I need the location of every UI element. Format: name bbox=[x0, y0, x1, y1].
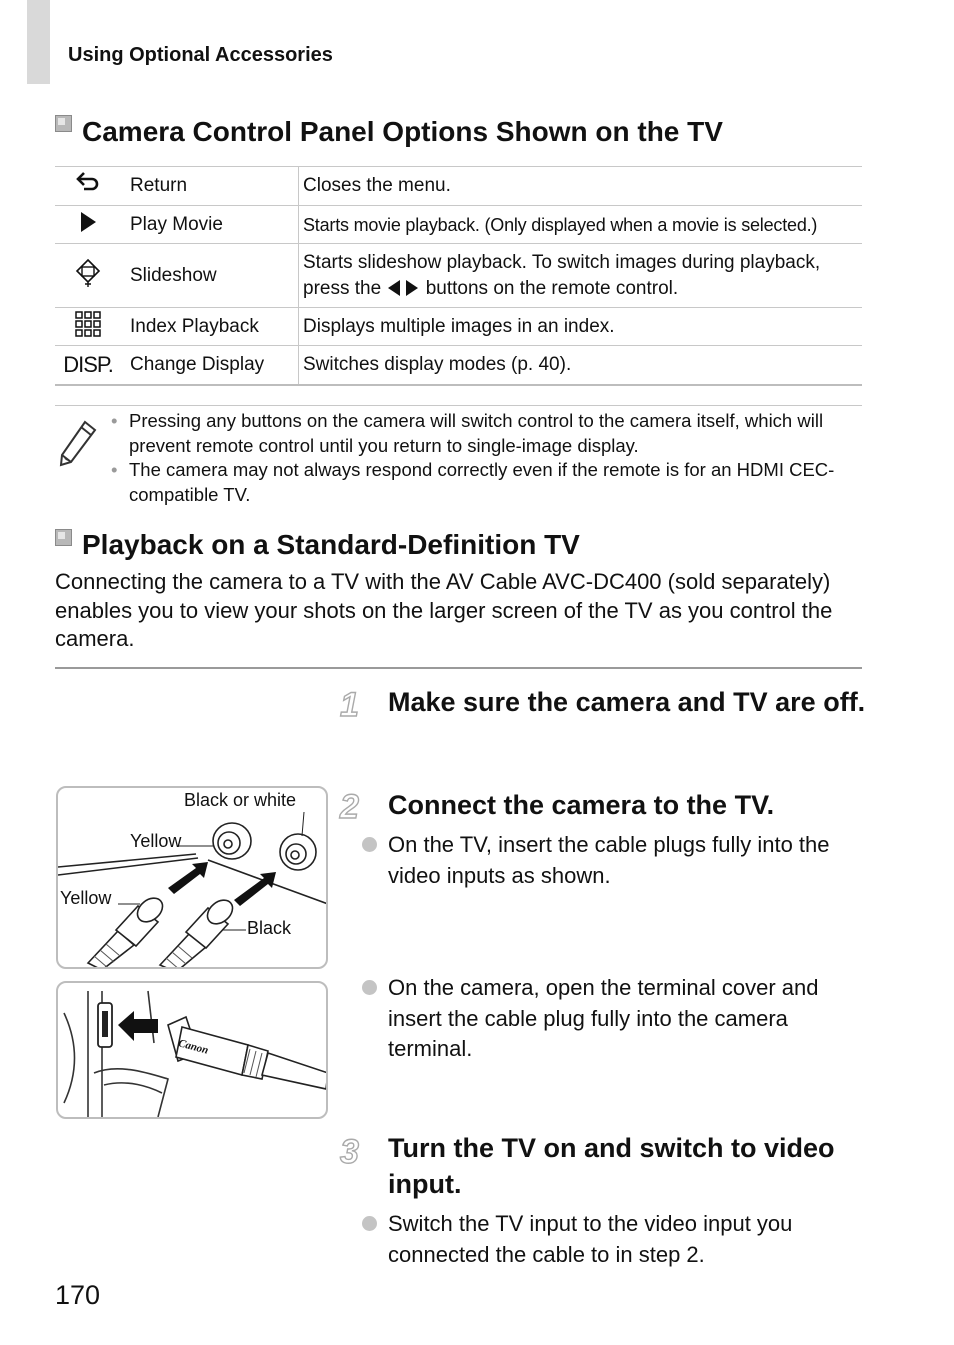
label-black-plug: Black bbox=[247, 918, 292, 938]
step-number: 3 bbox=[340, 1133, 359, 1171]
section-title-control-panel: Camera Control Panel Options Shown on the TV bbox=[82, 116, 723, 147]
notes-list bbox=[111, 409, 851, 507]
options-table bbox=[55, 166, 862, 386]
option-name: Return bbox=[121, 167, 299, 206]
table-row bbox=[55, 167, 862, 206]
step-number: 1 bbox=[340, 686, 359, 724]
option-desc: Displays multiple images in an index. bbox=[299, 308, 863, 346]
section-marker-icon bbox=[55, 115, 72, 132]
tv-connection-figure bbox=[56, 786, 328, 969]
label-black-or-white: Black or white bbox=[184, 790, 297, 810]
running-head: Using Optional Accessories bbox=[68, 44, 333, 66]
step-bullet bbox=[362, 830, 862, 891]
step-bullet bbox=[362, 973, 862, 1065]
option-desc: Closes the menu. bbox=[299, 167, 863, 206]
bullet-text: On the camera, open the terminal cover and insert the cable plug fully into the camera terminal. bbox=[388, 975, 819, 1061]
return-icon bbox=[55, 167, 121, 206]
section-title-sd-playback: Playback on a Standard-Definition TV bbox=[82, 529, 580, 560]
camera-connection-figure bbox=[56, 981, 328, 1119]
label-yellow-jack: Yellow bbox=[130, 831, 182, 851]
table-row bbox=[55, 206, 862, 244]
option-name: Play Movie bbox=[121, 206, 299, 244]
disp-icon: DISP. bbox=[55, 346, 121, 385]
bullet-text: On the TV, insert the cable plugs fully into the video inputs as shown. bbox=[388, 832, 830, 888]
section-marker-icon bbox=[55, 529, 72, 546]
note-item: • Pressing any buttons on the camera will switch control to the camera itself, which will prevent remote control until you return to single-image display. bbox=[111, 409, 851, 458]
step-title: Make sure the camera and TV are off. bbox=[388, 687, 866, 717]
bullet-dot-icon bbox=[362, 980, 377, 995]
side-tab bbox=[27, 0, 50, 84]
pencil-icon bbox=[57, 418, 101, 468]
option-name: Slideshow bbox=[121, 244, 299, 308]
page-number: 170 bbox=[55, 1280, 101, 1310]
slideshow-icon bbox=[55, 244, 121, 308]
option-name: Index Playback bbox=[121, 308, 299, 346]
tv-connection-illustration bbox=[58, 788, 326, 967]
option-desc-line: buttons on the remote control. bbox=[425, 277, 679, 299]
index-grid-icon bbox=[55, 308, 121, 346]
table-row bbox=[55, 244, 862, 308]
step-bullet bbox=[362, 1209, 862, 1270]
option-desc-line: press the bbox=[303, 277, 382, 299]
play-icon bbox=[55, 206, 121, 244]
option-desc bbox=[299, 244, 863, 308]
notes-box bbox=[55, 405, 862, 506]
table-row bbox=[55, 346, 862, 385]
step-title: Connect the camera to the TV. bbox=[388, 790, 775, 820]
table-row bbox=[55, 308, 862, 346]
divider bbox=[55, 667, 862, 669]
step-number: 2 bbox=[340, 788, 359, 826]
left-right-arrows-icon bbox=[386, 279, 420, 297]
bullet-text: Switch the TV input to the video input you connected the cable to in step 2. bbox=[388, 1211, 793, 1267]
note-item: • The camera may not always respond correctly even if the remote is for an HDMI CEC-compatible TV. bbox=[111, 458, 851, 507]
label-yellow-plug: Yellow bbox=[60, 888, 112, 908]
option-desc-line: Starts slideshow playback. To switch images during playback, bbox=[303, 251, 821, 273]
option-desc: Starts movie playback. (Only displayed when a movie is selected.) bbox=[299, 206, 863, 244]
canon-logo: Canon bbox=[176, 1037, 210, 1057]
intro-paragraph: Connecting the camera to a TV with the AV Cable AVC-DC400 (sold separately) enables you to view your shots on the larger screen of the TV as you control the camera. bbox=[55, 569, 833, 651]
bullet-dot-icon bbox=[362, 837, 377, 852]
option-name: Change Display bbox=[121, 346, 299, 385]
step-title: Turn the TV on and switch to video input. bbox=[388, 1133, 835, 1199]
option-desc: Switches display modes (p. 40). bbox=[299, 346, 863, 385]
bullet-dot-icon bbox=[362, 1216, 377, 1231]
